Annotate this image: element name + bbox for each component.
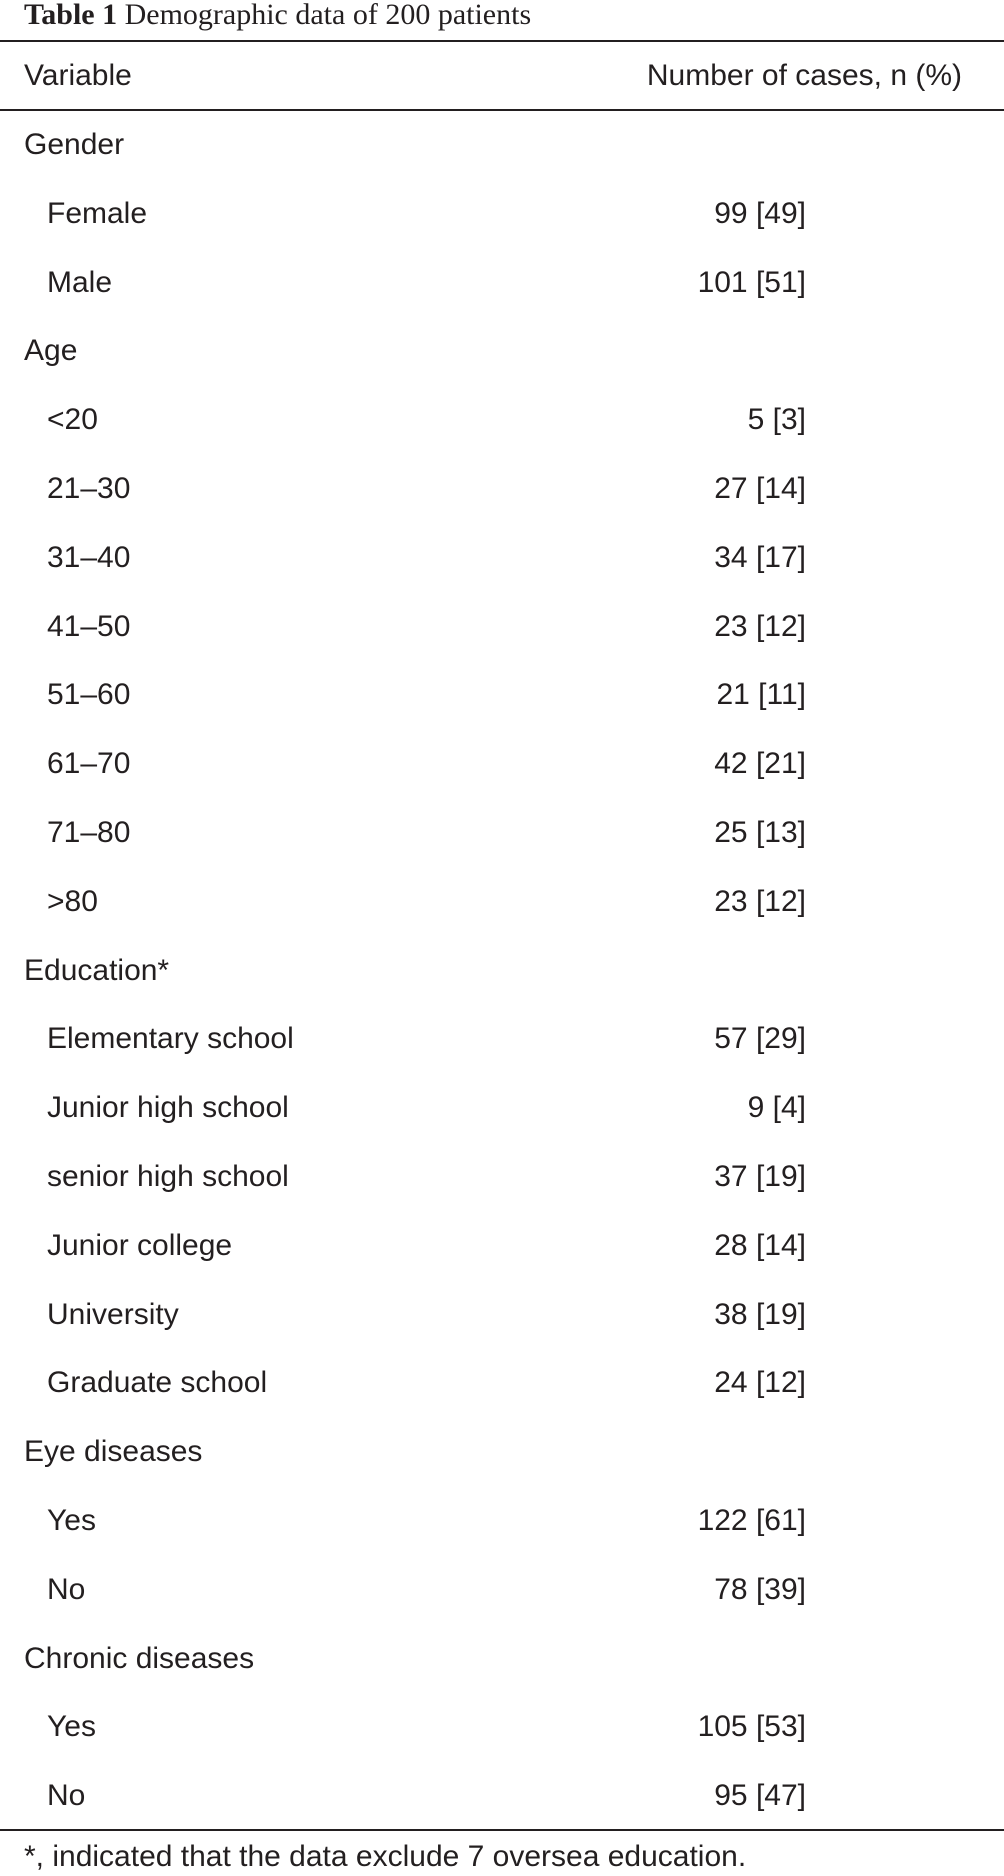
table-row	[0, 730, 1004, 799]
table-title	[24, 0, 531, 36]
table-row	[0, 1556, 1004, 1625]
group-label: Eye diseases	[24, 1435, 203, 1469]
table-row	[0, 593, 1004, 662]
table-header-row	[0, 42, 1004, 109]
row-value: 78 [39]	[714, 1572, 806, 1606]
row-label: Junior high school	[47, 1091, 289, 1125]
row-label: Junior college	[47, 1228, 233, 1262]
table-footnote: *, indicated that the data exclude 7 oversea education.	[24, 1840, 747, 1873]
group-label: Chronic diseases	[24, 1641, 255, 1675]
table-group-row	[0, 111, 1004, 180]
row-label: Elementary school	[47, 1022, 294, 1056]
table-group-row	[0, 317, 1004, 386]
table-row	[0, 524, 1004, 593]
table-row	[0, 1281, 1004, 1350]
row-value: 57 [29]	[714, 1022, 806, 1056]
row-label: Yes	[47, 1710, 96, 1744]
table-group-row	[0, 937, 1004, 1006]
group-label: Gender	[24, 128, 125, 161]
row-label: Female	[47, 196, 148, 230]
header-number-of-cases: Number of cases, n (%)	[646, 59, 962, 92]
row-value: 27 [14]	[714, 471, 806, 505]
row-label: <20	[47, 403, 98, 437]
table-row	[0, 1349, 1004, 1418]
table-group-row	[0, 1625, 1004, 1694]
row-value: 105 [53]	[697, 1710, 806, 1744]
table-row	[0, 1762, 1004, 1831]
row-label: University	[47, 1297, 179, 1331]
table-row	[0, 455, 1004, 524]
row-label: No	[47, 1779, 86, 1813]
row-label: 61–70	[47, 747, 131, 781]
table-row	[0, 180, 1004, 249]
row-value: 42 [21]	[714, 747, 806, 781]
row-value: 23 [12]	[714, 609, 806, 643]
table-row	[0, 661, 1004, 730]
row-label: 71–80	[47, 815, 131, 849]
table-row	[0, 249, 1004, 318]
row-value: 37 [19]	[714, 1159, 806, 1193]
row-label: senior high school	[47, 1159, 289, 1193]
bottom-rule	[0, 1829, 1004, 1831]
table-row	[0, 1212, 1004, 1281]
row-label: Male	[47, 265, 113, 299]
row-label: 21–30	[47, 471, 131, 505]
row-label: 51–60	[47, 678, 131, 712]
table-row	[0, 1074, 1004, 1143]
row-value: 5 [3]	[747, 403, 806, 437]
group-label: Age	[24, 334, 78, 368]
table-row	[0, 1693, 1004, 1762]
row-label: Graduate school	[47, 1366, 268, 1400]
row-label: 31–40	[47, 540, 131, 574]
row-value: 24 [12]	[714, 1366, 806, 1400]
row-value: 38 [19]	[714, 1297, 806, 1331]
table-number: Table 1	[24, 0, 118, 31]
table-row	[0, 1143, 1004, 1212]
row-value: 9 [4]	[747, 1091, 806, 1125]
table-row	[0, 799, 1004, 868]
row-label: >80	[47, 884, 98, 918]
table-row	[0, 868, 1004, 937]
row-value: 99 [49]	[714, 196, 806, 230]
row-label: 41–50	[47, 609, 131, 643]
header-variable: Variable	[24, 59, 132, 92]
table-row	[0, 386, 1004, 455]
row-value: 23 [12]	[714, 884, 806, 918]
row-label: No	[47, 1572, 86, 1606]
row-value: 25 [13]	[714, 815, 806, 849]
table-body	[0, 111, 1004, 1831]
row-value: 21 [11]	[716, 678, 806, 712]
row-value: 95 [47]	[714, 1779, 806, 1813]
row-value: 34 [17]	[714, 540, 806, 574]
table-group-row	[0, 1418, 1004, 1487]
row-value: 122 [61]	[697, 1503, 806, 1537]
table-row	[0, 1487, 1004, 1556]
row-value: 101 [51]	[697, 265, 806, 299]
group-label: Education*	[24, 953, 170, 987]
table-row	[0, 1005, 1004, 1074]
row-value: 28 [14]	[714, 1228, 806, 1262]
row-label: Yes	[47, 1503, 96, 1537]
table-caption: Demographic data of 200 patients	[124, 0, 532, 31]
